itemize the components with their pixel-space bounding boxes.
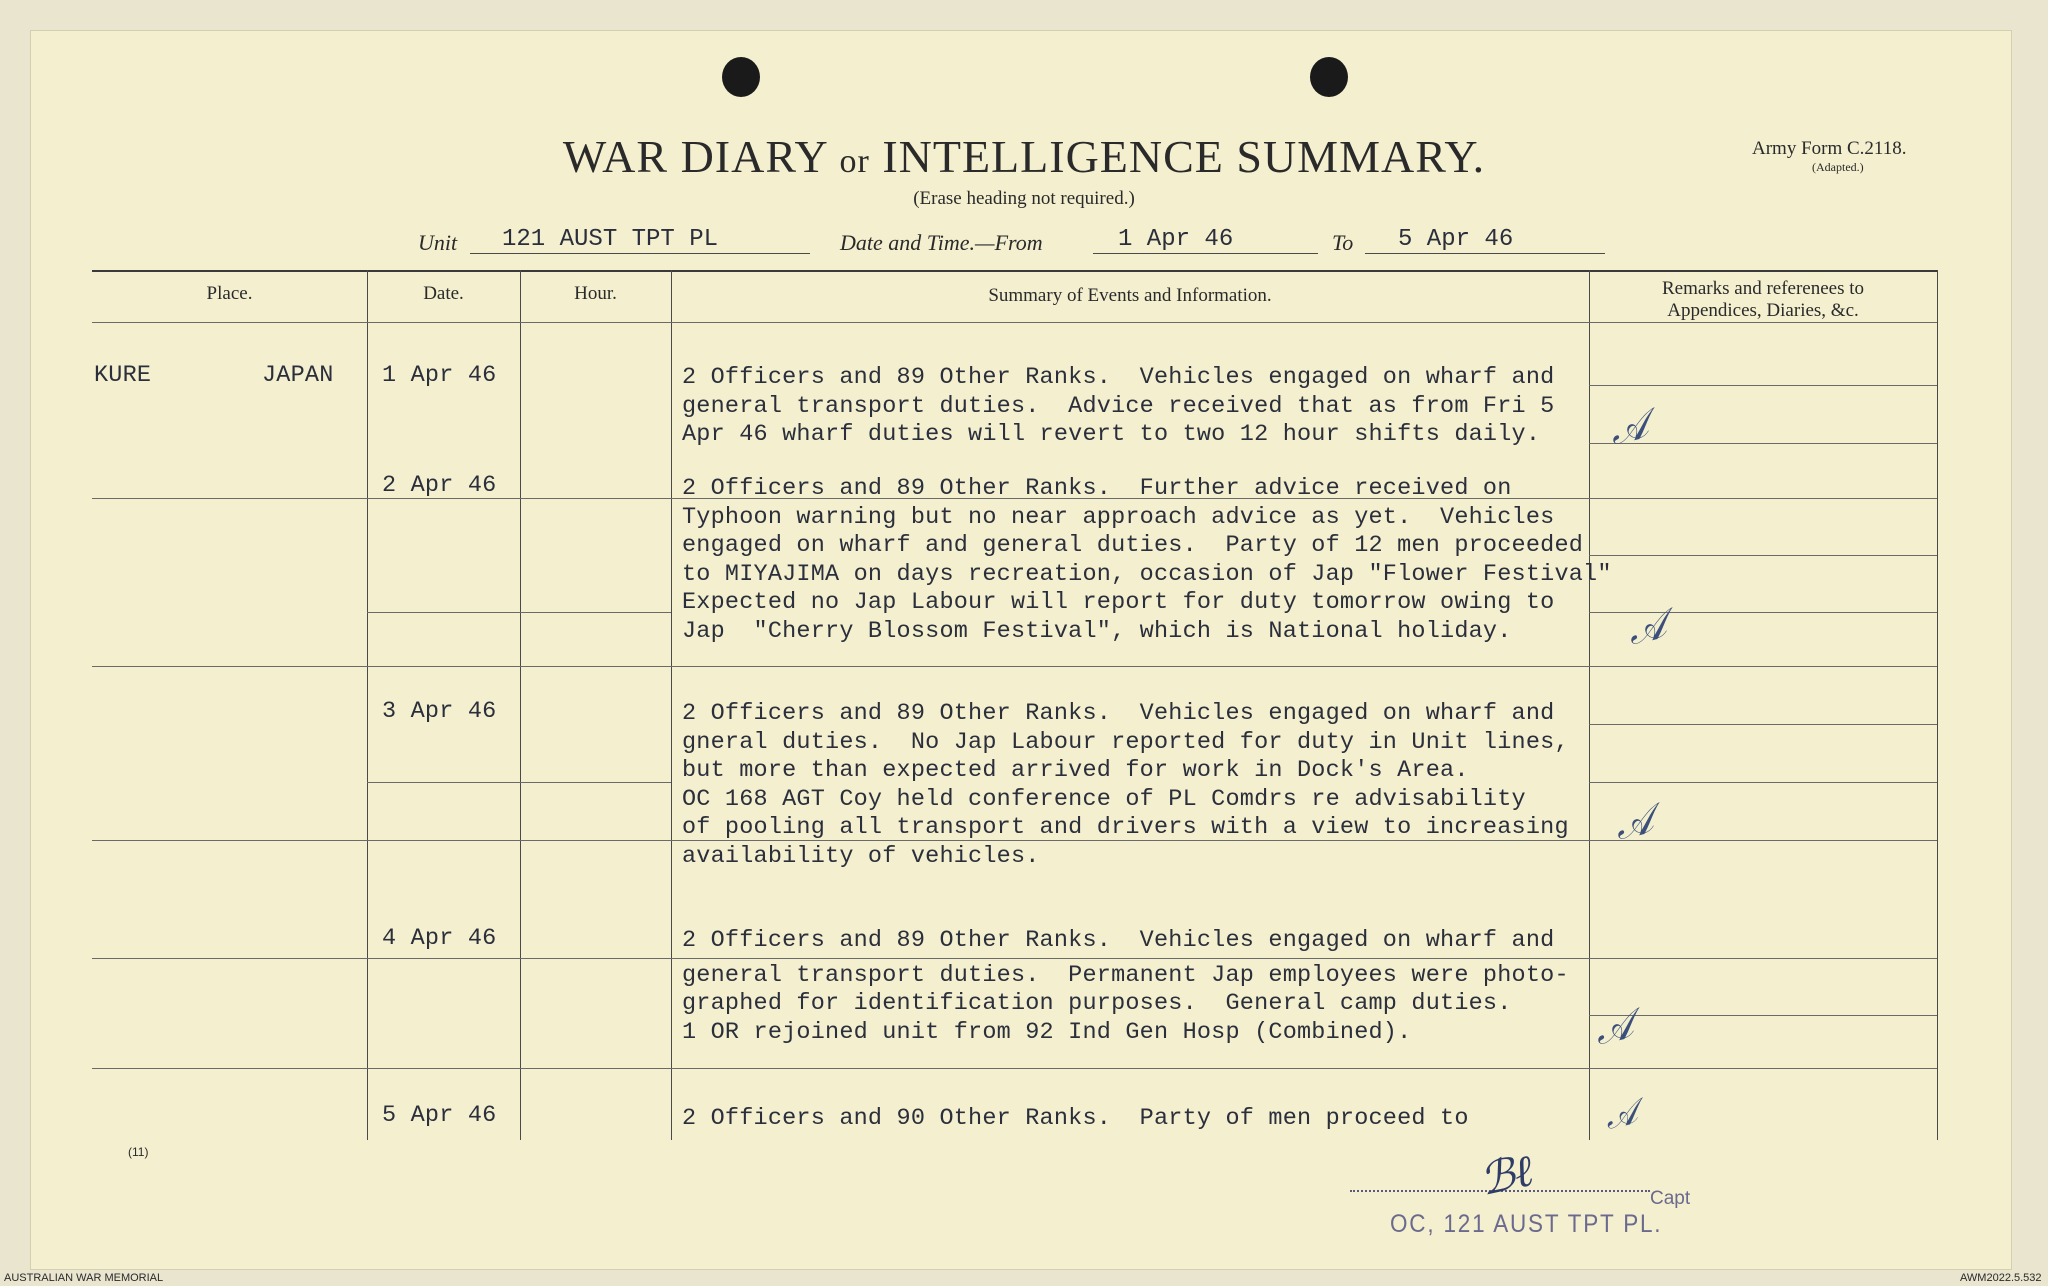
entry-date: 5 Apr 46: [382, 1102, 497, 1129]
date-from-value: 1 Apr 46: [1118, 226, 1234, 253]
title-part2: INTELLIGENCE SUMMARY.: [882, 131, 1486, 182]
ruled-line: [1589, 385, 1937, 386]
archive-caption-left: AUSTRALIAN WAR MEMORIAL: [4, 1272, 164, 1284]
col-header-remarks-line1: Remarks and referenees to: [1661, 278, 1865, 299]
summary-line: Expected no Jap Labour will report for duty tomorrow owing to: [682, 589, 1555, 616]
ruled-line: [1589, 782, 1937, 783]
form-code: (11): [128, 1145, 149, 1159]
unit-value: 121 AUST TPT PL: [502, 226, 719, 253]
unit-underline: [470, 253, 810, 254]
ruled-line: [367, 782, 671, 783]
summary-line: 2 Officers and 89 Other Ranks. Vehicles engaged on wharf and: [682, 927, 1555, 954]
entry-date: 1 Apr 46: [382, 362, 497, 389]
summary-line: general transport duties. Permanent Jap employees were photo-: [682, 961, 1569, 989]
punch-hole-left: [722, 57, 760, 97]
date-to-value: 5 Apr 46: [1398, 226, 1514, 253]
date-to-label: To: [1332, 230, 1354, 255]
initials-signature: 𝒜: [1601, 1092, 1641, 1138]
col-divider-hour: [671, 270, 672, 1140]
col-header-summary: Summary of Events and Information.: [988, 285, 1272, 306]
date-from-underline: [1093, 253, 1318, 254]
summary-line: engaged on wharf and general duties. Party of 12 men proceeded: [682, 532, 1584, 559]
unit-stamp: OC, 121 AUST TPT PL.: [1390, 1210, 1663, 1238]
summary-line: of pooling all transport and drivers with a view to increasing: [682, 814, 1569, 841]
entry-summary: [682, 700, 1569, 871]
col-divider-date: [520, 270, 521, 1140]
summary-line: to MIYAJIMA on days recreation, occasion of Jap "Flower Festival": [682, 560, 1612, 588]
entry-date: 2 Apr 46: [382, 472, 497, 499]
initials-signature: 𝒜: [1605, 401, 1653, 455]
entry-summary: [682, 1105, 1469, 1134]
ruled-line: [1589, 1015, 1937, 1016]
officer-signature: ℬℓ: [1475, 1145, 1538, 1206]
col-header-remarks-line2: Appendices, Diaries, &c.: [1667, 300, 1859, 321]
punch-hole-right: [1310, 57, 1348, 97]
summary-line: availability of vehicles.: [682, 842, 1040, 870]
entry-date: 3 Apr 46: [382, 698, 497, 725]
entry-summary: [682, 927, 1569, 1047]
ruled-line: [1589, 724, 1937, 725]
initials-signature: 𝒜: [1610, 796, 1658, 850]
army-form-adapted: (Adapted.): [1812, 160, 1864, 174]
summary-line: graphed for identification purposes. General camp duties.: [682, 990, 1512, 1017]
place-city: KURE: [94, 362, 152, 389]
ruled-line: [92, 1068, 1937, 1069]
ruled-line: [367, 612, 671, 613]
summary-line: 1 OR rejoined unit from 92 Ind Gen Hosp (Combined).: [682, 1018, 1412, 1046]
title-or: or: [839, 143, 870, 180]
entry-date: 4 Apr 46: [382, 925, 497, 952]
summary-line: Typhoon warning but no near approach advice as yet. Vehicles: [682, 503, 1555, 531]
initials-signature: 𝒜: [1623, 601, 1671, 655]
summary-line: OC 168 AGT Coy held conference of PL Comdrs re advisability: [682, 785, 1526, 813]
header-divider: [92, 322, 1937, 323]
entry-summary: [682, 475, 1612, 646]
title-part1: WAR DIARY: [562, 131, 827, 182]
initials-signature: 𝒜: [1590, 1001, 1638, 1055]
place-country: JAPAN: [262, 362, 334, 389]
col-header-hour: Hour.: [574, 283, 617, 304]
summary-line: 2 Officers and 89 Other Ranks. Vehicles engaged on wharf and: [682, 364, 1555, 391]
rank-capt: Capt: [1650, 1188, 1691, 1209]
summary-line: gneral duties. No Jap Labour reported for duty in Unit lines,: [682, 728, 1569, 756]
unit-label: Unit: [418, 230, 458, 255]
summary-line: but more than expected arrived for work in Dock's Area.: [682, 757, 1469, 784]
summary-line: 2 Officers and 90 Other Ranks. Party of men proceed to: [682, 1105, 1469, 1132]
form-subtitle: (Erase heading not required.): [913, 188, 1135, 209]
col-divider-place: [367, 270, 368, 1140]
col-divider-right: [1937, 270, 1938, 1140]
col-header-place: Place.: [206, 283, 253, 304]
army-form-number: Army Form C.2118.: [1752, 138, 1907, 159]
ruled-line: [1589, 555, 1937, 556]
form-title: [0, 130, 2048, 183]
summary-line: 2 Officers and 89 Other Ranks. Vehicles engaged on wharf and: [682, 700, 1555, 727]
col-header-date: Date.: [423, 283, 464, 304]
date-to-underline: [1365, 253, 1605, 254]
ruled-line: [92, 666, 1937, 667]
summary-line: Apr 46 wharf duties will revert to two 12 hour shifts daily.: [682, 421, 1541, 448]
summary-line: general transport duties. Advice received that as from Fri 5: [682, 392, 1555, 420]
archive-caption-right: AWM2022.5.532: [1960, 1272, 2042, 1284]
summary-line: 2 Officers and 89 Other Ranks. Further advice received on: [682, 475, 1512, 502]
entry-summary: [682, 364, 1554, 450]
summary-line: Jap "Cherry Blossom Festival", which is National holiday.: [682, 617, 1512, 645]
date-from-label: Date and Time.—From: [840, 230, 1043, 255]
